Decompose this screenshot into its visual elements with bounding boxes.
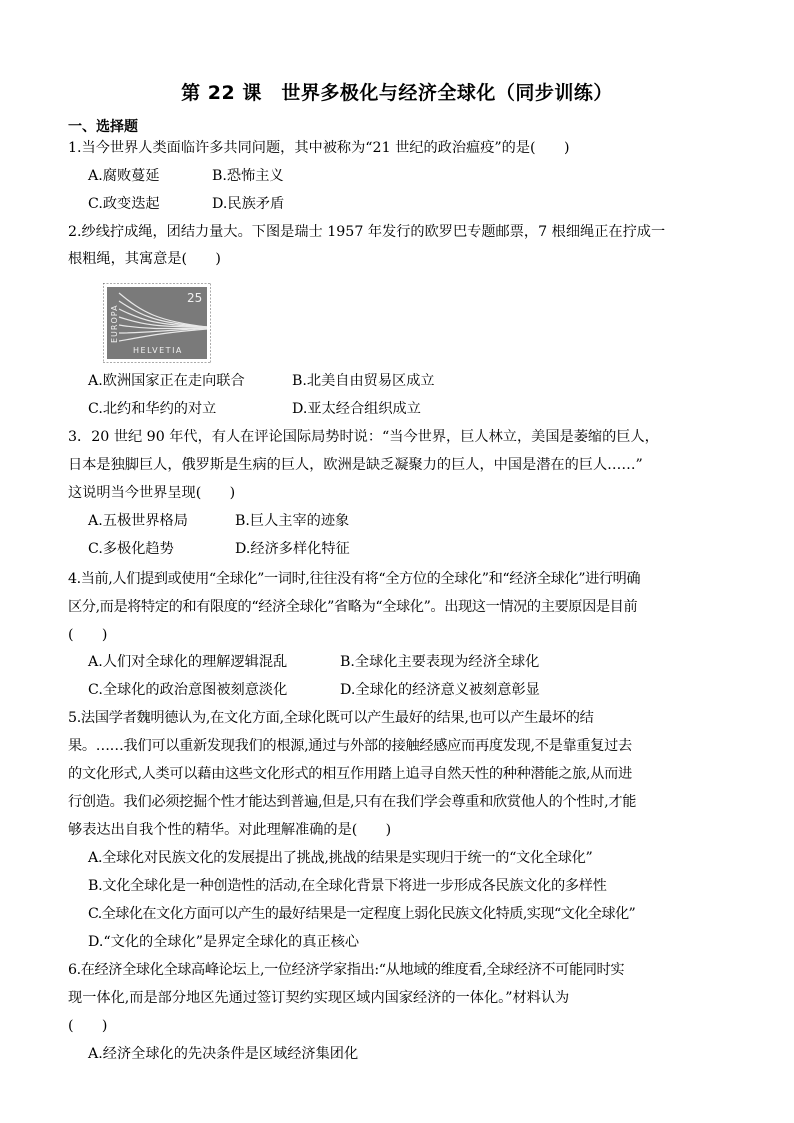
question-6-stem-line-2: 现一体化,而是部分地区先通过签订契约实现区域内国家经济的一体化。”材料认为: [68, 990, 570, 1006]
question-5-option-d: D.“文化的全球化”是界定全球化的真正核心: [88, 934, 360, 950]
stamp-europa-text: EUROPA: [110, 304, 119, 343]
question-5-stem-line-4: 行创造。我们必须挖掘个性才能达到普遍,但是,只有在我们学会尊重和欣赏他人的个性时,才能: [68, 794, 637, 810]
question-4-option-d: D.全球化的经济意义被刻意彰显: [340, 682, 540, 698]
question-3-option-a: A.五极世界格局: [88, 513, 188, 529]
stamp-country-text: HELVETIA: [133, 346, 183, 355]
question-5-stem-line-2: 果。……我们可以重新发现我们的根源,通过与外部的接触经感应而再度发现,不是靠重复过去: [68, 738, 632, 754]
question-3-stem-line-2: 日本是独脚巨人，俄罗斯是生病的巨人，欧洲是缺乏凝聚力的巨人，中国是潜在的巨人……”: [68, 457, 643, 473]
question-2-option-c: C.北约和华约的对立: [88, 401, 217, 417]
question-3-stem-line-3: 这说明当今世界呈现( ): [68, 485, 236, 501]
question-1-option-d: D.民族矛盾: [212, 196, 285, 212]
question-5-option-a: A.全球化对民族文化的发展提出了挑战,挑战的结果是实现归于统一的“文化全球化”: [88, 850, 593, 866]
question-4-stem-line-2: 区分,而是将特定的和有限度的“经济全球化”省略为“全球化”。出现这一情况的主要原因是目前: [68, 599, 638, 615]
question-3-option-b: B.巨人主宰的迹象: [235, 513, 350, 529]
question-1-option-c: C.政变迭起: [88, 196, 160, 212]
question-5-stem-line-5: 够表达出自我个性的精华。对此理解准确的是( ): [68, 822, 392, 838]
question-1-option-a: A.腐败蔓延: [88, 168, 160, 184]
question-6-option-a: A.经济全球化的先决条件是区域经济集团化: [88, 1046, 359, 1062]
question-4-option-c: C.全球化的政治意图被刻意淡化: [88, 682, 288, 698]
europa-stamp-image: [103, 283, 211, 363]
question-5-stem-line-1: 5.法国学者魏明德认为,在文化方面,全球化既可以产生最好的结果,也可以产生最坏的结: [68, 710, 594, 726]
question-2-option-b: B.北美自由贸易区成立: [292, 373, 435, 389]
question-3-option-d: D.经济多样化特征: [235, 541, 350, 557]
question-4-stem-line-3: ( ): [68, 627, 108, 643]
section-heading: 一、选择题: [68, 119, 138, 135]
page-title: 第 22 课 世界多极化与经济全球化（同步训练）: [181, 82, 613, 104]
question-4-option-b: B.全球化主要表现为经济全球化: [340, 654, 540, 670]
question-5-option-c: C.全球化在文化方面可以产生的最好结果是一定程度上弱化民族文化特质,实现“文化全球化”: [88, 906, 636, 922]
question-2-stem-line-2: 根粗绳，其寓意是( ): [68, 251, 221, 267]
question-2-stem-line-1: 2.纱线拧成绳，团结力量大。下图是瑞士 1957 年发行的欧罗巴专题邮票，7 根细绳正在拧成一: [68, 224, 666, 240]
question-4-stem-line-1: 4.当前,人们提到或使用“全球化”一词时,往往没有将“全方位的全球化”和“经济全球化”进行明确: [68, 571, 641, 587]
question-6-stem-line-3: ( ): [68, 1018, 108, 1034]
question-1-option-b: B.恐怖主义: [212, 168, 284, 184]
question-5-option-b: B.文化全球化是一种创造性的活动,在全球化背景下将进一步形成各民族文化的多样性: [88, 878, 607, 894]
question-5-stem-line-3: 的文化形式,人类可以藉由这些文化形式的相互作用踏上追寻自然天性的种种潜能之旅,从而进: [68, 766, 632, 782]
question-3-stem-line-1: 3．20 世纪 90 年代，有人在评论国际局势时说：“当今世界，巨人林立，美国是萎缩的巨人，: [68, 429, 659, 445]
question-4-option-a: A.人们对全球化的理解逻辑混乱: [88, 654, 288, 670]
question-6-stem-line-1: 6.在经济全球化全球高峰论坛上,一位经济学家指出:“从地域的维度看,全球经济不可能同时实: [68, 962, 625, 978]
question-3-option-c: C.多极化趋势: [88, 541, 174, 557]
question-2-option-d: D.亚太经合组织成立: [292, 401, 421, 417]
question-1-stem: 1.当今世界人类面临许多共同问题，其中被称为“21 世纪的政治瘟疫”的是( ): [68, 140, 570, 156]
stamp-value-text: 25: [187, 291, 203, 305]
question-2-option-a: A.欧洲国家正在走向联合: [88, 373, 245, 389]
